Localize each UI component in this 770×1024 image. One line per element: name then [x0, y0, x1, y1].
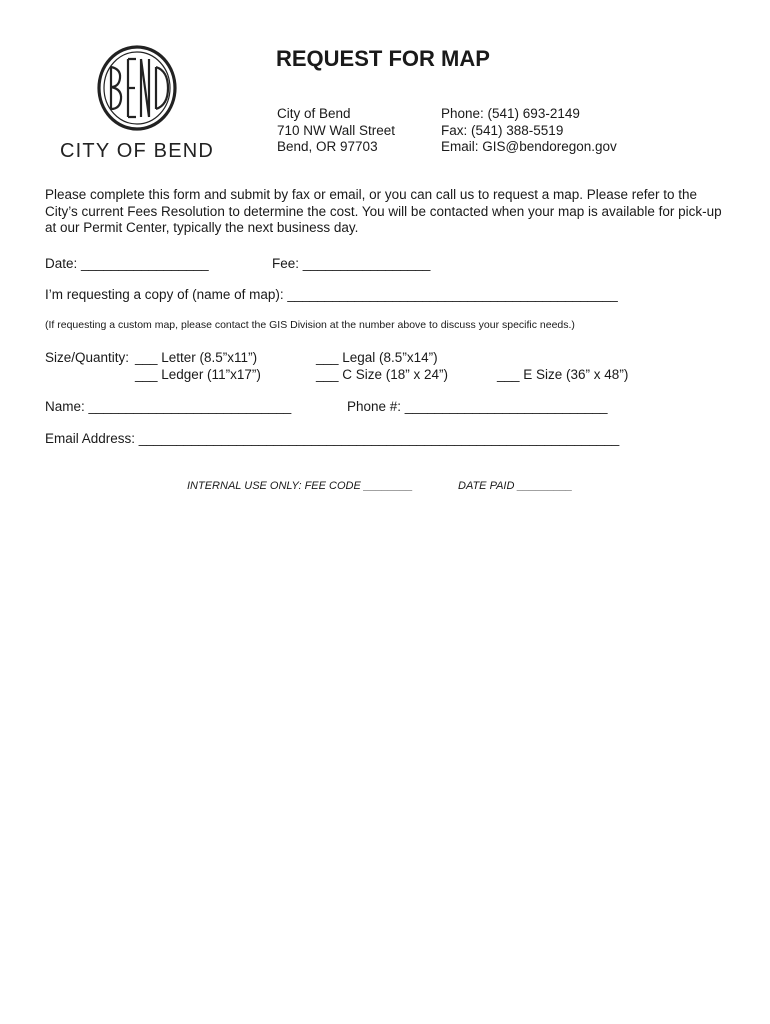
address-line-2: 710 NW Wall Street [277, 122, 396, 138]
e-size-option[interactable]: ___ E Size (36” x 48”) [497, 367, 629, 382]
contact-phone: Phone: (541) 693-2149 [441, 106, 580, 121]
intro-paragraph: Please complete this form and submit by fax or email, or you can call us to request a map. Please refer to the City’s current Fees Resolution to determine the cost. You will be contacted when your map is available for pick-up at our Permit Center, typically the next business day. [45, 187, 722, 235]
date-field[interactable]: Date: _________________ [45, 256, 209, 271]
contact-block [441, 106, 617, 156]
legal-size-option[interactable]: ___ Legal (8.5”x14”) [316, 350, 438, 365]
bend-seal-icon [96, 45, 178, 131]
map-name-field[interactable]: I’m requesting a copy of (name of map): ____________________________________________ [45, 287, 618, 302]
email-field[interactable]: Email Address: ________________________________________________________________ [45, 431, 620, 446]
contact-fax: Fax: (541) 388-5519 [441, 122, 564, 138]
city-of-bend-logo [96, 45, 178, 131]
address-block [277, 106, 395, 156]
fee-field[interactable]: Fee: _________________ [272, 256, 431, 271]
page-title: REQUEST FOR MAP [276, 46, 490, 71]
name-field[interactable]: Name: ___________________________ [45, 399, 292, 414]
phone-field[interactable]: Phone #: ___________________________ [347, 399, 608, 414]
contact-email: Email: GIS@bendoregon.gov [441, 139, 617, 154]
c-size-option[interactable]: ___ C Size (18” x 24”) [316, 367, 449, 382]
address-line-1: City of Bend [277, 106, 351, 121]
logo-text: CITY OF BEND [60, 140, 215, 162]
internal-date-paid: DATE PAID _________ [458, 480, 573, 492]
internal-fee-code: INTERNAL USE ONLY: FEE CODE ________ [187, 480, 413, 492]
letter-size-option[interactable]: ___ Letter (8.5”x11”) [135, 350, 258, 365]
ledger-size-option[interactable]: ___ Ledger (11”x17”) [135, 367, 261, 382]
address-line-3: Bend, OR 97703 [277, 139, 378, 154]
custom-map-note: (If requesting a custom map, please contact the GIS Division at the number above to discuss your specific needs.) [45, 319, 575, 331]
size-quantity-label: Size/Quantity: [45, 350, 130, 365]
